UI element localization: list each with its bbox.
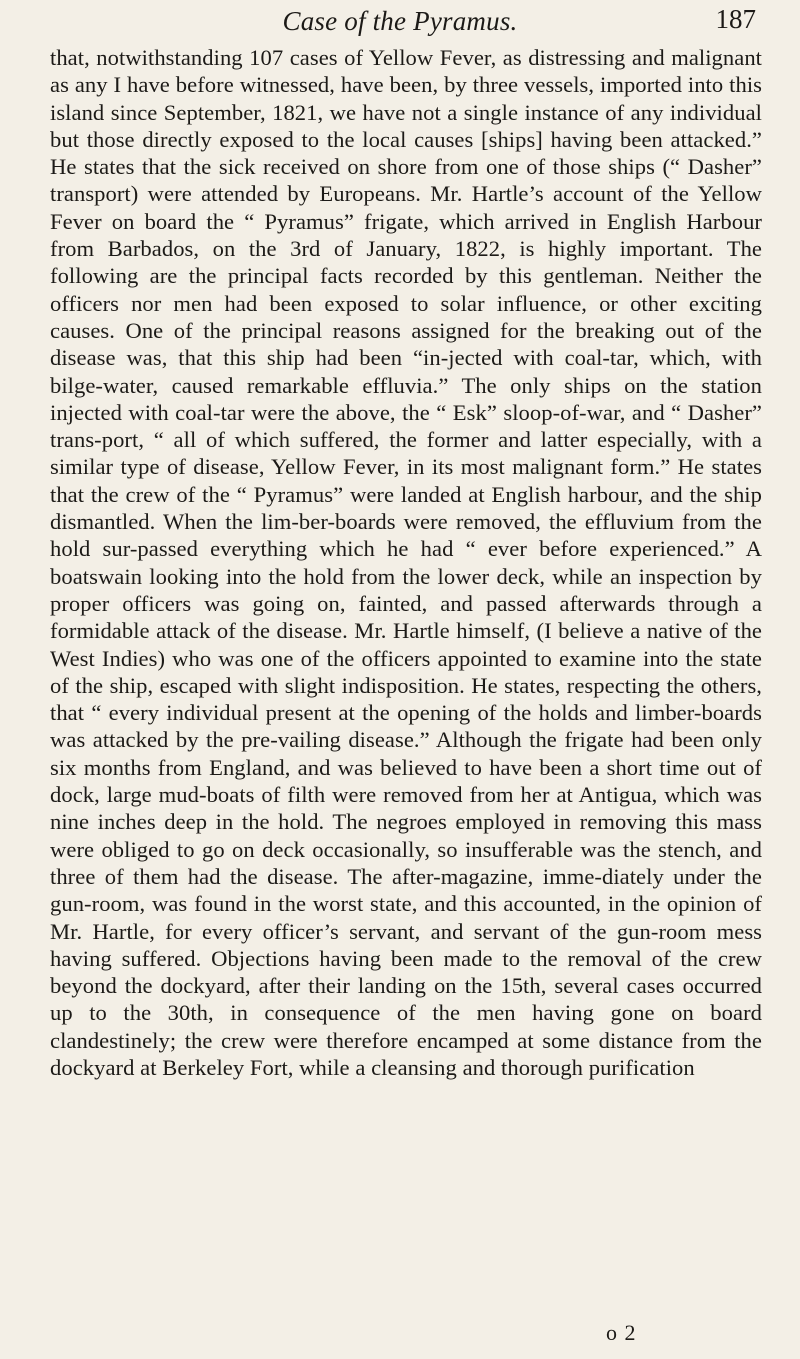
body-paragraph: that, notwithstanding 107 cases of Yellow Fever, as distressing and malignant as any I have before witnessed, have been, by three vessels, imported into this island since September, 1821, we have not a single instance of any individual but those directly exposed to the local causes [ships] having been attacked.” He states that the sick received on shore from one of those ships (“ Dasher” transport) were attended by Europeans. Mr. Hartle’s account of the Yellow Fever on board the “ Pyramus” frigate, which arrived in English Harbour from Barbados, on the 3rd of January, 1822, is highly important. The following are the principal facts recorded by this gentleman. Neither the officers nor men had been exposed to solar influence, or other exciting causes. One of the principal reasons assigned for the breaking out of the disease was, that this ship had been “in-jected with coal-tar, which, with bilge-water, caused remarkable effluvia.” The only ships on the station injected with coal-tar were the above, the “ Esk” sloop-of-war, and “ Dasher” trans-port, “ all of which suffered, the former and latter especially, with a similar type of disease, Yellow Fever, in its most malignant form.” He states that the crew of the “ Pyramus” were landed at English harbour, and the ship dismantled. When the lim-ber-boards were removed, the effluvium from the hold sur-passed everything which he had “ ever before experienced.” A boatswain looking into the hold from the lower deck, while an inspection by proper officers was going on, fainted, and passed afterwards through a formidable attack of the disease. Mr. Hartle himself, (I believe a native of the West Indies) who was one of the officers appointed to examine into the state of the ship, escaped with slight indisposition. He states, respecting the others, that “ every individual present at the opening of the holds and limber-boards was attacked by the pre-vailing disease.” Although the frigate had been only six months from England, and was believed to have been a short time out of dock, large mud-boats of filth were removed from her at Antigua, which was nine inches deep in the hold. The negroes employed in removing this mass were obliged to go on deck occasionally, so insufferable was the stench, and three of them had the disease. The after-magazine, imme-diately under the gun-room, was found in the worst state, and this accounted, in the opinion of Mr. Hartle, for every officer’s servant, and servant of the gun-room mess having suffered. Objections having been made to the removal of the crew beyond the dockyard, after their landing on the 15th, several cases occurred up to the 30th, in consequence of the men having gone on board clandestinely; the crew were therefore encamped at some distance from the dockyard at Berkeley Fort, while a cleansing and thorough purification [50,45,762,1080]
body-text [50,44,762,1081]
page-number: 187 [715,4,756,34]
signature-mark: o 2 [606,1320,637,1345]
running-title: Case of the Pyramus. [282,6,518,36]
running-head [0,4,800,40]
